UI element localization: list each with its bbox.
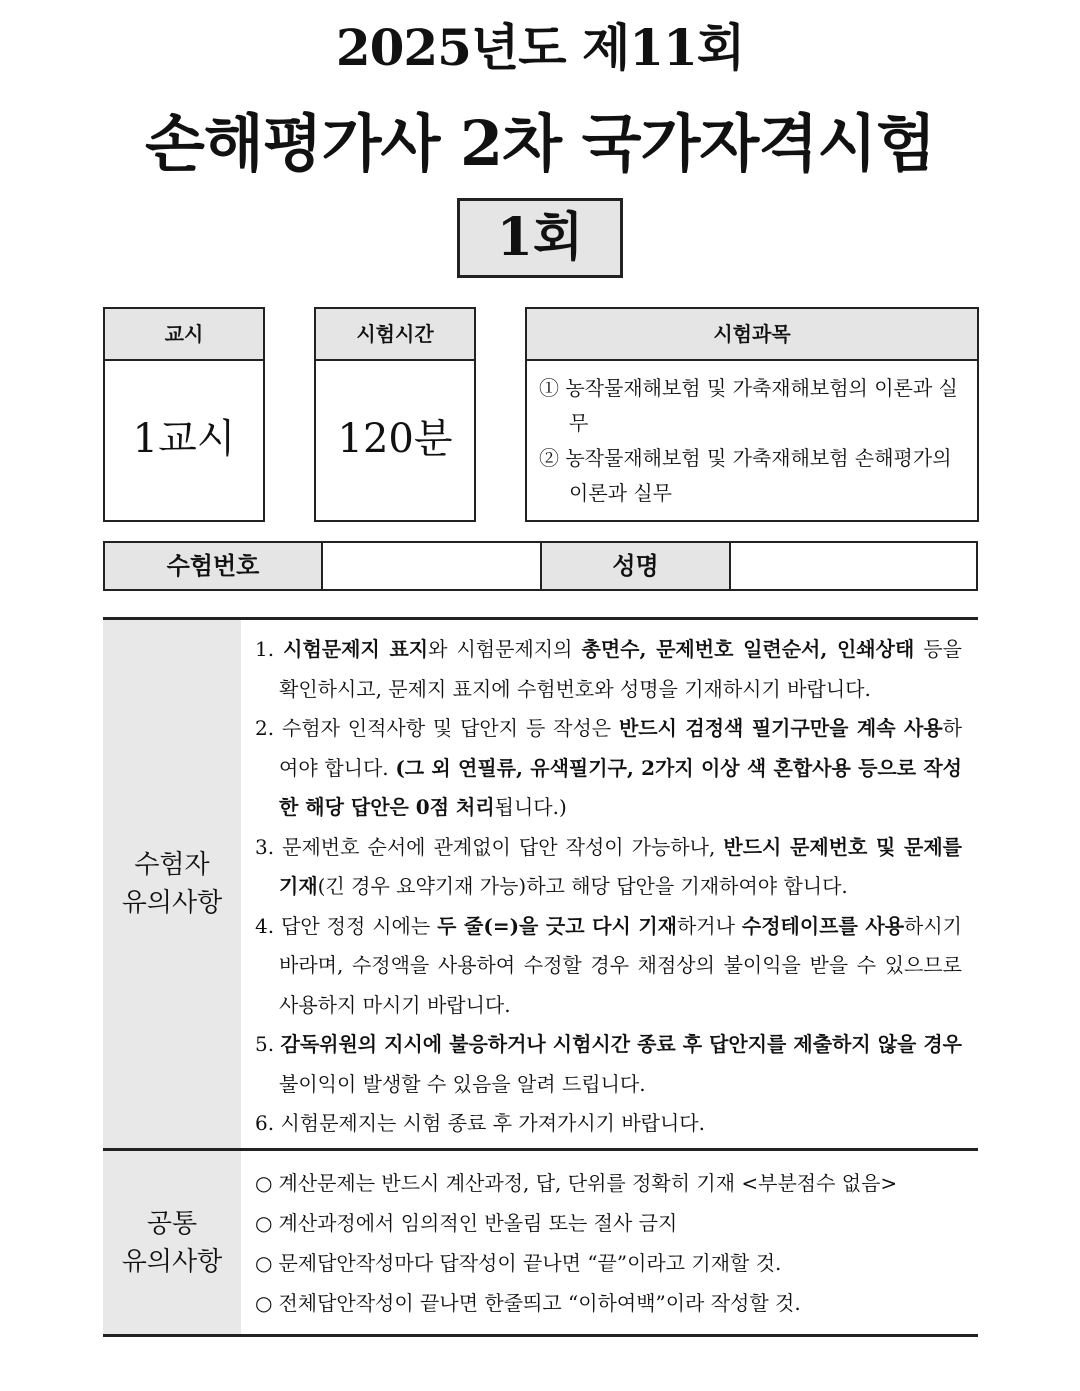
subject-item: ② 농작물재해보험 및 가축재해보험 손해평가의 이론과 실무 (539, 446, 952, 505)
round-box: 1회 (457, 198, 623, 278)
notice-table (103, 617, 978, 1337)
examinee-note-item: 5. 감독위원의 지시에 불응하거나 시험시간 종료 후 답안지를 제출하지 않을 경우 불이익이 발생할 수 있음을 알려 드립니다. (255, 1032, 962, 1096)
common-note-item: ○ 문제답안작성마다 답작성이 끝나면 “끝”이라고 기재할 것. (255, 1243, 962, 1283)
circle-bullet-icon: ○ (255, 1211, 273, 1235)
period-box (103, 307, 265, 522)
examinee-note-item: 2. 수험자 인적사항 및 답안지 등 작성은 반드시 검정색 필기구만을 계속 사용하여야 합니다. (그 외 연필류, 유색필기구, 2가지 이상 색 혼합사용 등으로 작성한 해당 답안은 0점 처리됩니다.) (255, 716, 962, 819)
candidate-name-label: 성명 (542, 543, 731, 589)
duration-label: 시험시간 (316, 309, 474, 361)
candidate-table (103, 541, 978, 591)
examinee-notes-row (103, 620, 978, 1151)
common-note-item: ○ 계산문제는 반드시 계산과정, 답, 단위를 정확히 기재 <부분점수 없음> (255, 1163, 962, 1203)
common-note-item: ○ 전체답안작성이 끝나면 한줄띄고 “이하여백”이라 작성할 것. (255, 1283, 962, 1323)
common-notes-label: 공통 유의사항 (103, 1151, 241, 1334)
examinee-notes-body (241, 620, 978, 1148)
examinee-note-item: 1. 시험문제지 표지와 시험문제지의 총면수, 문제번호 일련순서, 인쇄상태 등을 확인하시고, 문제지 표지에 수험번호와 성명을 기재하시기 바랍니다. (255, 637, 962, 701)
subjects-box (525, 307, 979, 522)
subject-item: ① 농작물재해보험 및 가축재해보험의 이론과 실무 (539, 376, 958, 435)
candidate-number-field[interactable] (323, 543, 542, 589)
candidate-name-field[interactable] (731, 543, 976, 589)
common-notes-body (241, 1151, 978, 1334)
examinee-notes-label: 수험자 유의사항 (103, 620, 241, 1148)
examinee-notes-list (255, 630, 962, 1144)
circle-bullet-icon: ○ (255, 1291, 273, 1315)
subjects-label: 시험과목 (527, 309, 977, 361)
period-label: 교시 (105, 309, 263, 361)
subjects-list (527, 361, 977, 511)
common-notes-list (255, 1161, 962, 1323)
common-notes-row (103, 1151, 978, 1334)
circle-bullet-icon: ○ (255, 1251, 273, 1275)
duration-box (314, 307, 476, 522)
period-value: 1교시 (132, 416, 236, 462)
exam-year-line: 2025년도 제11회 (335, 18, 745, 77)
duration-value: 120분 (337, 416, 453, 462)
common-note-item: ○ 계산과정에서 임의적인 반올림 또는 절사 금지 (255, 1203, 962, 1243)
examinee-note-item: 6. 시험문제지는 시험 종료 후 가져가시기 바랍니다. (255, 1111, 705, 1135)
circle-bullet-icon: ○ (255, 1171, 273, 1195)
examinee-note-item: 3. 문제번호 순서에 관계없이 답안 작성이 가능하나, 반드시 문제번호 및 문제를 기재(긴 경우 요약기재 가능)하고 해당 답안을 기재하여야 합니다. (255, 834, 962, 898)
exam-title: 손해평가사 2차 국가자격시험 (144, 107, 935, 180)
candidate-number-label: 수험번호 (105, 543, 323, 589)
examinee-note-item: 4. 답안 정정 시에는 두 줄(=)을 긋고 다시 기재하거나 수정테이프를 사용하시기 바라며, 수정액을 사용하여 수정할 경우 채점상의 불이익을 받을 수 있으므로 사용하지 마시기 바랍니다. (255, 913, 962, 1017)
